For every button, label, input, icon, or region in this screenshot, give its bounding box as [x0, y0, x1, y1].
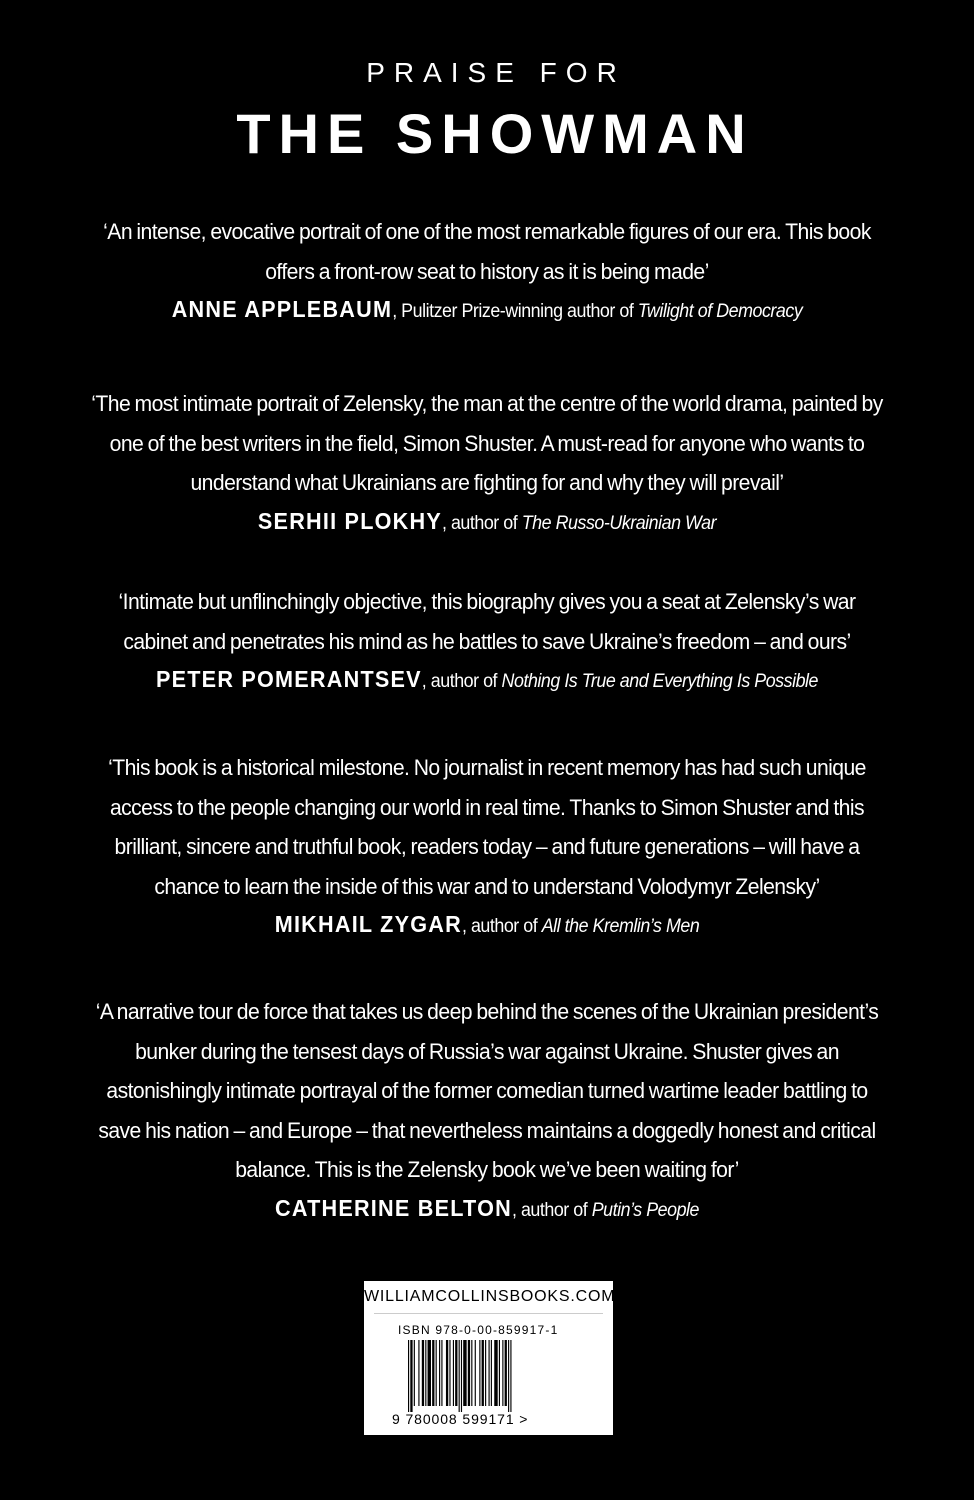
- attribution-name: ANNE APPLEBAUM: [171, 296, 393, 322]
- quote-block-applebaum: [60, 212, 914, 327]
- quote-attribution: [86, 294, 889, 327]
- attribution-name: SERHII PLOKHY: [257, 507, 442, 534]
- quote-text: ‘The most intimate portrait of Zelensky, the man at the centre of the world drama, painted by one of the best writers in the field, Simon Shuster. A must-read for anyone who wants to understand what Ukrainians are fighting for and why they will prevail’: [91, 391, 883, 495]
- attribution-name: MIKHAIL ZYGAR: [274, 911, 462, 937]
- quote-text: ‘This book is a historical milestone. No journalist in recent memory has had such unique access to the people changing our world in real time. Thanks to Simon Shuster and this brilliant, sincere and truthful book, readers today – and future generations – will have a chance to learn the inside of this war and to understand Volodymyr Zelensky’: [108, 755, 866, 899]
- attribution-role: , author of: [461, 916, 542, 937]
- attribution-book-title: The Russo-Ukrainian War: [521, 512, 717, 534]
- barcode-bar: [502, 1340, 503, 1406]
- attribution-book-title: Putin’s People: [591, 1199, 699, 1221]
- barcode-bar: [491, 1340, 492, 1406]
- isbn-barcode-panel: [364, 1281, 616, 1435]
- barcode-bar: [418, 1340, 419, 1406]
- quote-attribution: [86, 664, 889, 697]
- barcode-bar: [449, 1340, 450, 1406]
- barcode-bar: [436, 1340, 437, 1406]
- barcode-bar: [414, 1340, 415, 1406]
- quote-attribution: [86, 506, 889, 539]
- barcode-bar: [468, 1340, 470, 1406]
- book-title: THE SHOWMAN: [236, 102, 754, 165]
- barcode-bar: [505, 1340, 507, 1406]
- quote-text: ‘Intimate but unflinchingly objective, this biography gives you a seat at Zelensky’s war cabinet and penetrates his mind as he battles to save Ukraine’s freedom – and ours’: [118, 589, 856, 654]
- barcode-bar: [461, 1340, 462, 1412]
- barcode-bar: [446, 1340, 448, 1406]
- attribution-name: PETER POMERANTSEV: [155, 666, 422, 692]
- quote-text: ‘An intense, evocative portrait of one of the most remarkable figures of our era. This book offers a front-row seat to history as it is being made’: [103, 219, 871, 284]
- barcode-bar: [428, 1340, 431, 1406]
- barcode-bar: [508, 1340, 509, 1412]
- praise-for-label: PRAISE FOR: [366, 57, 626, 88]
- quote-text: ‘A narrative tour de force that takes us deep behind the scenes of the Ukrainian president’s bunker during the tensest days of Russia’s war against Ukraine. Shuster gives an astonishingly intimate portrayal of the former comedian turned wartime leader battling to save his nation – and Europe – that nevertheless maintains a doggedly honest and critical balance. This is the Zelensky book we’ve been waiting for’: [95, 999, 879, 1182]
- attribution-book-title: Twilight of Democracy: [637, 301, 803, 322]
- barcode-bar: [425, 1340, 426, 1406]
- barcode-bar: [494, 1340, 497, 1406]
- barcode-bar: [471, 1340, 472, 1406]
- barcode-bar: [439, 1340, 440, 1406]
- barcode-bar: [479, 1340, 480, 1406]
- attribution-name: CATHERINE BELTON: [275, 1194, 512, 1221]
- barcode-bar: [432, 1340, 434, 1406]
- barcode-digits: 9 780008 599171 >: [392, 1411, 529, 1427]
- barcode-bar: [510, 1340, 511, 1412]
- barcode-bar: [485, 1340, 486, 1406]
- barcode-bar: [489, 1340, 490, 1406]
- quote-block-plokhy: [60, 384, 914, 539]
- barcode-icon: [394, 1340, 584, 1412]
- quote-attribution: [86, 1193, 889, 1226]
- barcode-bar: [453, 1340, 454, 1406]
- quote-block-belton: [60, 992, 914, 1226]
- attribution-role: , author of: [511, 1199, 592, 1221]
- barcode-bar: [410, 1340, 412, 1412]
- divider: [374, 1313, 603, 1314]
- barcode-bar: [482, 1340, 484, 1406]
- attribution-role: , Pulitzer Prize-winning author of: [392, 301, 638, 322]
- attribution-role: , author of: [441, 512, 522, 534]
- barcode-bar: [455, 1340, 457, 1406]
- attribution-role: , author of: [421, 671, 502, 692]
- barcode-bar: [499, 1340, 500, 1406]
- barcode-bar: [408, 1340, 409, 1412]
- attribution-book-title: All the Kremlin’s Men: [541, 916, 700, 937]
- barcode-bar: [459, 1340, 460, 1412]
- isbn-number: ISBN 978-0-00-859917-1: [398, 1323, 559, 1337]
- barcode-bar: [441, 1340, 442, 1406]
- quote-block-zygar: [60, 748, 914, 942]
- barcode-bar: [463, 1340, 466, 1406]
- barcode-bar: [475, 1340, 476, 1406]
- quote-block-pomerantsev: [60, 582, 914, 697]
- publisher-website: WILLIAMCOLLINSBOOKS.COM: [364, 1288, 616, 1305]
- quote-attribution: [86, 909, 889, 942]
- attribution-book-title: Nothing Is True and Everything Is Possible: [501, 671, 819, 692]
- barcode-bar: [422, 1340, 424, 1406]
